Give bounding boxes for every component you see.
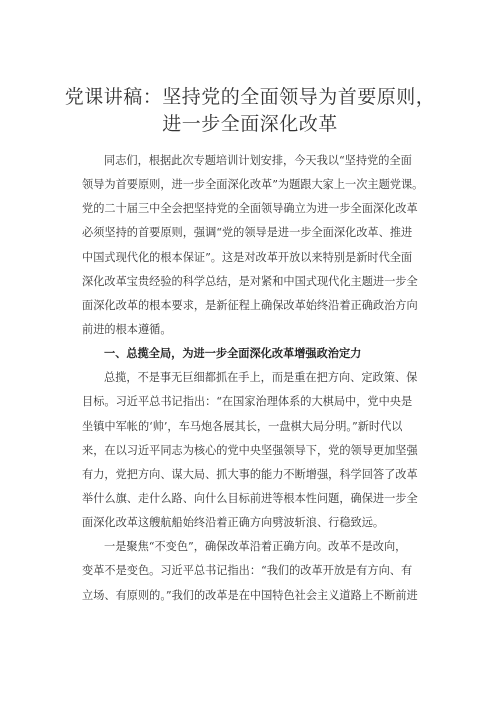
paragraph-line: 面深化改革这艘航船始终沿着正确方向劈波斩浪、行稳致远。 [82, 516, 385, 530]
paragraph-line: 深化改革宝贵经验的科学总结，是对紧和中国式现代化主题进一步全 [82, 274, 418, 288]
paragraph-line: 中国式现代化的根本保证”。这是对改革开放以来特别是新时代全面 [82, 250, 413, 264]
paragraph-line: 目标。习近平总书记指出：“在国家治理体系的大棋局中，党中央是 [82, 395, 413, 409]
paragraph-line: 党的二十届三中全会把坚持党的全面领导确立为进一步全面深化改革 [82, 202, 418, 216]
title-line: 进一步全面深化改革 [162, 113, 338, 135]
document-title [60, 84, 440, 138]
paragraph-line: 有力，党把方向、谋大局、抓大事的能力不断增强，科学回答了改革 [82, 467, 418, 481]
document-body [82, 149, 432, 608]
paragraph-line: 变革不是变色。习近平总书记指出：“我们的改革开放是有方向、有 [82, 564, 413, 578]
paragraph-line: 前进的根本遵循。 [82, 322, 172, 336]
paragraph-line: 同志们，根据此次专题培训计划安排，今天我以“坚持党的全面 [104, 154, 412, 167]
paragraph-line: 坐镇中军帐的‘帅’，车马炮各展其长，一盘棋大局分明。”新时代以 [82, 419, 403, 433]
paragraph-line: 面深化改革的根本要求，是新征程上确保改革始终沿着正确政治方向 [82, 298, 418, 312]
section-heading: 一、总揽全局，为进一步全面深化改革增强政治定力 [104, 347, 362, 361]
paragraph-line: 举什么旗、走什么路、向什么目标前进等根本性问题，确保进一步全 [82, 491, 418, 505]
title-line: 党课讲稿：坚持党的全面领导为首要原则， [64, 86, 436, 108]
paragraph-line: 总揽，不是事无巨细都抓在手上，而是重在把方向、定政策、保 [104, 371, 418, 385]
paragraph-line: 来，在以习近平同志为核心的党中央坚强领导下，党的领导更加坚强 [82, 443, 418, 457]
paragraph-line: 立场、有原则的。”我们的改革是在中国特色社会主义道路上不断前进 [82, 588, 418, 602]
paragraph-line: 必须坚持的首要原则，强调“党的领导是进一步全面深化改革、推进 [82, 226, 413, 240]
paragraph-line: 领导为首要原则，进一步全面深化改革”为题跟大家上一次主题党课。 [82, 178, 424, 192]
paragraph-line: 一是聚焦“不变色”，确保改革沿着正确方向。改革不是改向， [104, 540, 407, 554]
